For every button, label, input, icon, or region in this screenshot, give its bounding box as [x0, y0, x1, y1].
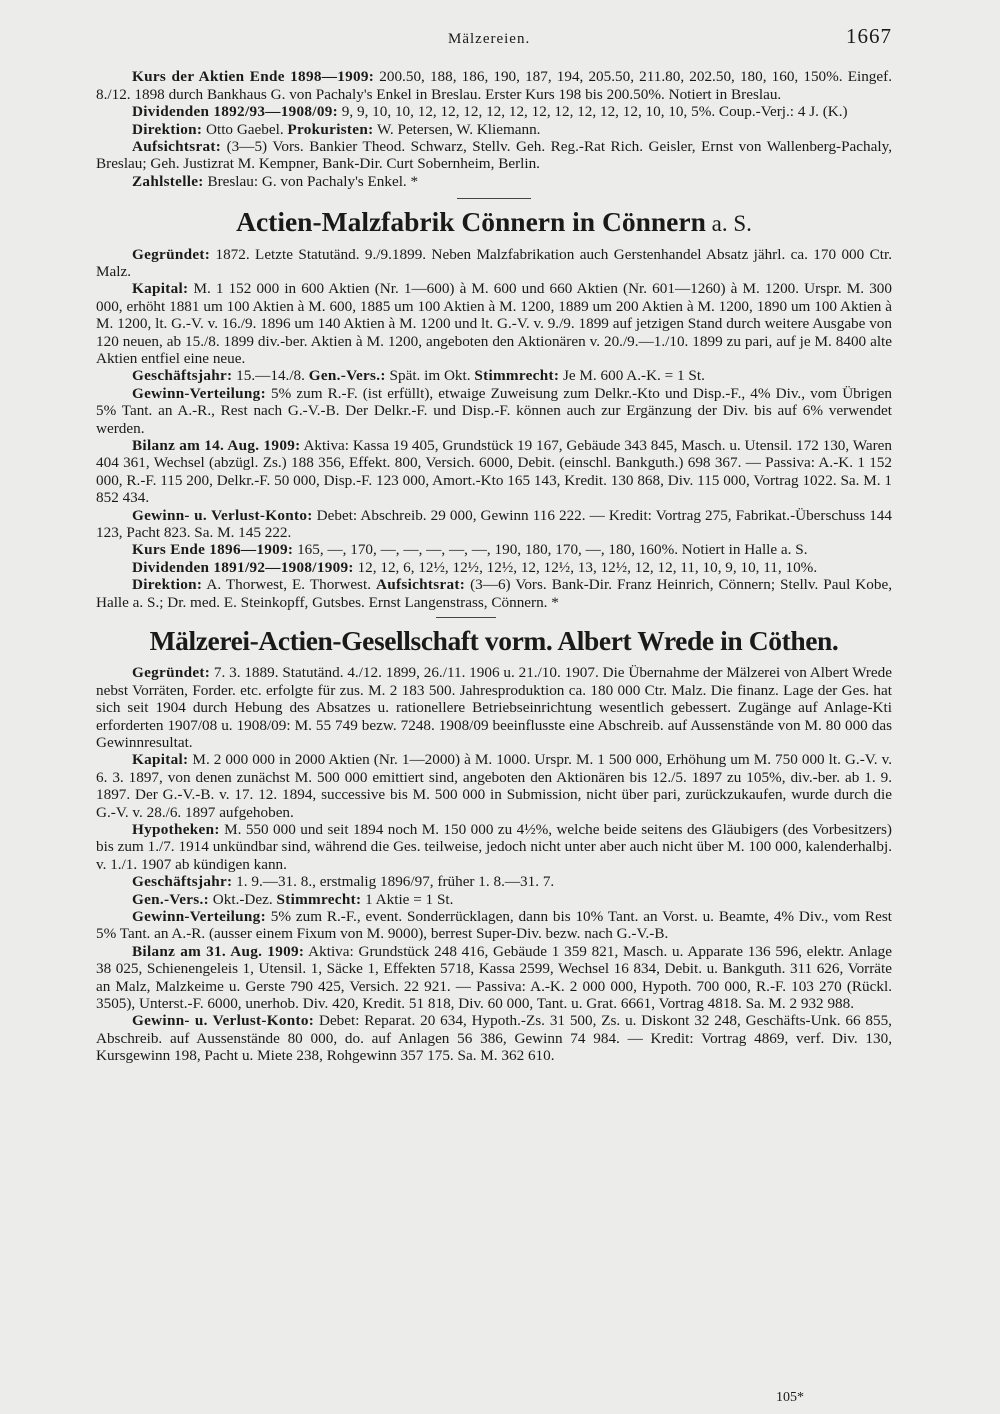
text-geschaeftsjahr: 15.—14./8. — [232, 367, 309, 385]
company-title-suffix: a. S. — [705, 211, 752, 237]
label-direktion: Direktion: — [132, 120, 203, 138]
text-hypotheken: M. 550 000 und seit 1894 noch M. 150 000 zu 4½%, welche beide seitens des Gläubigers (des Vorbesitzers) bis zum 1./7. 1914 unkündbar sind, während die Ges. teilweise, jedoch nicht unter aber auch nicht über M. 100 000, kalenderhalbj. v. 1./1. 1907 ab kündigen kann. — [96, 820, 892, 873]
label-gewinn-verlust: Gewinn- u. Verlust-Konto: — [132, 1012, 315, 1030]
label-gen-vers: Gen.-Vers.: — [308, 367, 386, 385]
text-zahlstelle: Breslau: G. von Pachaly's Enkel. * — [203, 172, 419, 190]
label-dividenden: Dividenden 1891/92—1908/1909: — [132, 558, 354, 576]
label-prokuristen: Prokuristen: — [287, 120, 374, 138]
text-direktion: Otto Gaebel. — [202, 120, 288, 138]
section-divider — [436, 617, 496, 618]
entry-bilanz — [96, 943, 892, 1013]
entry-kurs — [96, 541, 892, 558]
text-gewinn-verteilung: 5% zum R.-F. (ist erfüllt), etwaige Zuweisung zum Delkr.-Kto und Disp.-F., 4% Div., vom Übrigen 5% Tant. an A.-R., Rest nach G.-V.-B. Der Delkr.-F. und Disp.-F. können auch zur Ergänzung der Div. bis auf 6% verwendet werden. — [96, 384, 892, 437]
section-divider — [457, 198, 531, 199]
label-gen-vers: Gen.-Vers.: — [132, 890, 209, 908]
text-direktion: A. Thorwest, E. Thorwest. — [202, 576, 376, 594]
label-gegruendet: Gegründet: — [132, 664, 211, 682]
text-gewinn-verlust: Debet: Reparat. 20 634, Hypoth.-Zs. 31 500, Zs. u. Diskont 32 248, Geschäfts-Unk. 66 855, Abschreib. auf Aussenstände 80 000, do. auf Anlagen 56 386, Gewinn 74 984. — Kredit: Vortrag 4869, verf. Div. 130, Kursgewinn 198, Pacht u. Miete 238, Rohgewinn 357 175. Sa. M. 362 610. — [96, 1012, 892, 1065]
text-dividenden: 9, 9, 10, 10, 12, 12, 12, 12, 12, 12, 12, 12, 12, 12, 10, 10, 5%. Coup.-Verj.: 4 J. (K.) — [337, 103, 848, 121]
section-actien-malzfabrik-coennern — [96, 207, 892, 611]
company-heading: Mälzerei-Actien-Gesellschaft vorm. Albert Wrede in Cöthen. — [149, 625, 839, 657]
label-dividenden: Dividenden 1892/93—1908/09: — [132, 103, 338, 121]
entry-kapital — [96, 751, 892, 821]
label-gegruendet: Gegründet: — [132, 245, 211, 263]
text-kapital: M. 2 000 000 in 2000 Aktien (Nr. 1—2000) à M. 1000. Urspr. M. 1 500 000, Erhöhung um M. 750 000 lt. G.-V. v. 6. 3. 1897, von denen zunächst M. 500 000 emittiert sind, angeboten den Aktionären bis 12./5. 1897 zu 105%, div.-ber. ab 1. 9. 1897. Der G.-V.-B. v. 17. 12. 1894, successive bis M. 500 000 in Submission, nicht über pari, zurückzukaufen, wurde durch die G.-V. v. 28./6. 1897 aufgehoben. — [96, 751, 892, 821]
text-stimmrecht: Je M. 600 A.-K. = 1 St. — [559, 367, 705, 385]
label-bilanz: Bilanz am 31. Aug. 1909: — [132, 942, 305, 960]
label-kurs: Kurs Ende 1896—1909: — [132, 541, 294, 559]
text-gewinn-verlust: Debet: Abschreib. 29 000, Gewinn 116 222. — Kredit: Vortrag 275, Fabrikat.-Überschuss 144 123, Pacht 823. Sa. M. 145 222. — [96, 506, 892, 541]
label-gewinn-verlust: Gewinn- u. Verlust-Konto: — [132, 506, 313, 524]
label-geschaeftsjahr: Geschäftsjahr: — [132, 367, 233, 385]
entry-gewinn-verlust — [96, 1012, 892, 1064]
text-bilanz: Aktiva: Kassa 19 405, Grundstück 19 167, Gebäude 343 845, Masch. u. Utensil. 172 130, Waren 404 361, Wechsel (abzügl. Zs.) 188 356, Effekt. 800, Versich. 6000, Debit. (einschl. Bankguth.) 698 367. — Passiva: A.-K. 1 152 000, R.-F. 115 200, Delkr.-F. 50 000, Disp.-F. 123 000, Amort.-Kto 165 143, Kredit. 130 868, Div. 115 000, Vortrag 1022. Sa. M. 1 852 434. — [96, 436, 892, 507]
entry-gegruendet — [96, 246, 892, 281]
running-header — [96, 24, 892, 48]
entry-gewinn-verteilung — [96, 385, 892, 437]
entry-kapital — [96, 280, 892, 367]
label-bilanz: Bilanz am 14. Aug. 1909: — [132, 436, 301, 454]
entry-zahlstelle — [96, 173, 892, 190]
text-kurs: 165, —, 170, —, —, —, —, —, 190, 180, 170, —, 180, 160%. Notiert in Halle a. S. — [293, 541, 808, 559]
entry-gewinn-verteilung — [96, 908, 892, 943]
label-direktion: Direktion: — [132, 576, 203, 594]
entry-hypotheken — [96, 821, 892, 873]
text-kurs: 200.50, 188, 186, 190, 187, 194, 205.50, 211.80, 202.50, 180, 160, 150%. Eingef. 8./12. 1898 durch Bankhaus G. von Pachaly's Enkel in Breslau. Erster Kurs 198 bis 200.50%. Notiert in Breslau. — [96, 68, 892, 103]
label-aufsichtsrat: Aufsichtsrat: — [376, 576, 466, 594]
company-heading — [96, 207, 892, 237]
text-gewinn-verteilung: 5% zum R.-F., event. Sonderrücklagen, dann bis 10% Tant. an Vorst. u. Beamte, 4% Div., vom Rest 5% Tant. an A.-R. (ausser einem Fixum von M. 9000), berrest Super-Div. bezw. nach G.-V.-B. — [96, 907, 892, 943]
entry-gen-vers — [96, 891, 892, 908]
section-maelzerei-wrede-coethen — [96, 626, 892, 1065]
text-gen-vers: Spät. im Okt. — [385, 367, 475, 385]
label-zahlstelle: Zahlstelle: — [132, 172, 204, 190]
entry-dividenden — [96, 103, 892, 120]
label-kapital: Kapital: — [132, 751, 189, 769]
entry-geschaeftsjahr — [96, 367, 892, 384]
label-stimmrecht: Stimmrecht: — [276, 890, 362, 908]
running-head-title: Mälzereien. — [448, 31, 531, 47]
label-hypotheken: Hypotheken: — [132, 820, 220, 838]
label-stimmrecht: Stimmrecht: — [474, 367, 560, 385]
entry-dividenden — [96, 559, 892, 576]
footer-signature-mark: 105* — [776, 1389, 804, 1405]
entry-direktion — [96, 121, 892, 138]
label-aufsichtsrat: Aufsichtsrat: — [132, 138, 222, 156]
entry-gewinn-verlust — [96, 507, 892, 542]
text-dividenden: 12, 12, 6, 12½, 12½, 12½, 12, 12½, 13, 12½, 12, 12, 11, 10, 9, 10, 11, 10%. — [353, 558, 818, 576]
text-kapital: M. 1 152 000 in 600 Aktien (Nr. 1—600) à M. 600 und 660 Aktien (Nr. 601—1260) à M. 1200. Urspr. M. 300 000, erhöht 1881 um 100 Aktien à M. 600, 1885 um 100 Aktien à M. 1200, 1889 um 200 Aktien à M. 1200, 1890 um 100 Aktien à M. 1200, lt. G.-V. v. 16./9. 1896 um 140 Aktien à M. 1200 und lt. G.-V. v. 9./9. 1899 auf jetzigen Stand durch weitere Ausgabe von 120 neuen, ab 15./8. 1899 div.-ber. Aktien à M. 1200, angeboten den Aktionären v. 20./9.—1./10. 1899 zu pari, auf je M. 8400 alte Aktien entfiel eine neue. — [96, 280, 892, 367]
text-prokuristen: W. Petersen, W. Kliemann. — [373, 120, 541, 138]
text-aufsichtsrat: (3—6) Vors. Bank-Dir. Franz Heinrich, Cönnern; Stellv. Paul Kobe, Halle a. S.; Dr. med. E. Steinkopff, Gutsbes. Ernst Langenstrass, Cönnern. * — [96, 576, 892, 611]
label-geschaeftsjahr: Geschäftsjahr: — [132, 873, 233, 891]
entry-gegruendet — [96, 664, 892, 751]
text-geschaeftsjahr: 1. 9.—31. 8., erstmalig 1896/97, früher 1. 8.—31. 7. — [232, 873, 555, 891]
text-gegruendet: 7. 3. 1889. Statutänd. 4./12. 1899, 26./11. 1906 u. 21./10. 1907. Die Übernahme der Mälzerei von Albert Wrede nebst Vorräten, Forder. etc. erfolgte für zus. M. 2 183 500. Jahresproduktion ca. 180 000 Ctr. Malz. Die finanz. Lage der Ges. hat sich seit 1904 durch Hebung des Absatzes u. rationellere Betriebseinrichtung wesentlich gebessert. Zugänge auf Anlage-Kti erforderten 1907/08 u. 1908/09: M. 55 749 bezw. 7248. 1908/09 beeinflusste eine Abschreib. auf Aussenstände von M. 80 000 das Gewinnresultat. — [96, 664, 892, 751]
entry-bilanz — [96, 437, 892, 507]
text-bilanz: Aktiva: Grundstück 248 416, Gebäude 1 359 821, Masch. u. Apparate 136 596, elektr. Anlage 38 025, Schienengeleis 1, Utensil. 1, Säcke 1, Effekten 5718, Kassa 2599, Wechsel 16 834, Debit. u. Bankguth. 311 626, Vorräte an Malz, Malzkeime u. Gerste 790 425, Versich. 22 921. — Passiva: A.-K. 2 000 000, Hypoth. 700 000, R.-F. 103 270 (Rückl. 3505), Unterst.-F. 6000, unerhob. Div. 420, Kredit. 51 818, Div. 60 000, Tant. u. Grat. 6661, Vortrag 4818. Sa. M. 2 932 988. — [96, 942, 892, 1012]
page-number: 1667 — [846, 24, 892, 48]
label-gewinn-verteilung: Gewinn-Verteilung: — [132, 907, 266, 925]
text-gen-vers: Okt.-Dez. — [208, 890, 277, 908]
label-kurs: Kurs der Aktien Ende 1898—1909: — [132, 68, 375, 86]
label-gewinn-verteilung: Gewinn-Verteilung: — [132, 384, 266, 402]
text-stimmrecht: 1 Aktie = 1 St. — [361, 890, 454, 908]
entry-direktion-aufsichtsrat — [96, 576, 892, 611]
text-aufsichtsrat: (3—5) Vors. Bankier Theod. Schwarz, Stellv. Geh. Reg.-Rat Rich. Geisler, Ernst von Wallenberg-Pachaly, Breslau; Geh. Justizrat M. Kempner, Bank-Dir. Curt Sobernheim, Berlin. — [96, 138, 892, 173]
company-title: Actien-Malzfabrik Cönnern in Cönnern — [236, 206, 706, 238]
entry-geschaeftsjahr — [96, 873, 892, 890]
section-previous-company — [96, 68, 892, 190]
entry-aufsichtsrat — [96, 138, 892, 173]
label-kapital: Kapital: — [132, 280, 189, 298]
entry-kurs — [96, 68, 892, 103]
text-gegruendet: 1872. Letzte Statutänd. 9./9.1899. Neben Malzfabrikation auch Gerstenhandel Absatz jährl. ca. 170 000 Ctr. Malz. — [96, 245, 892, 280]
